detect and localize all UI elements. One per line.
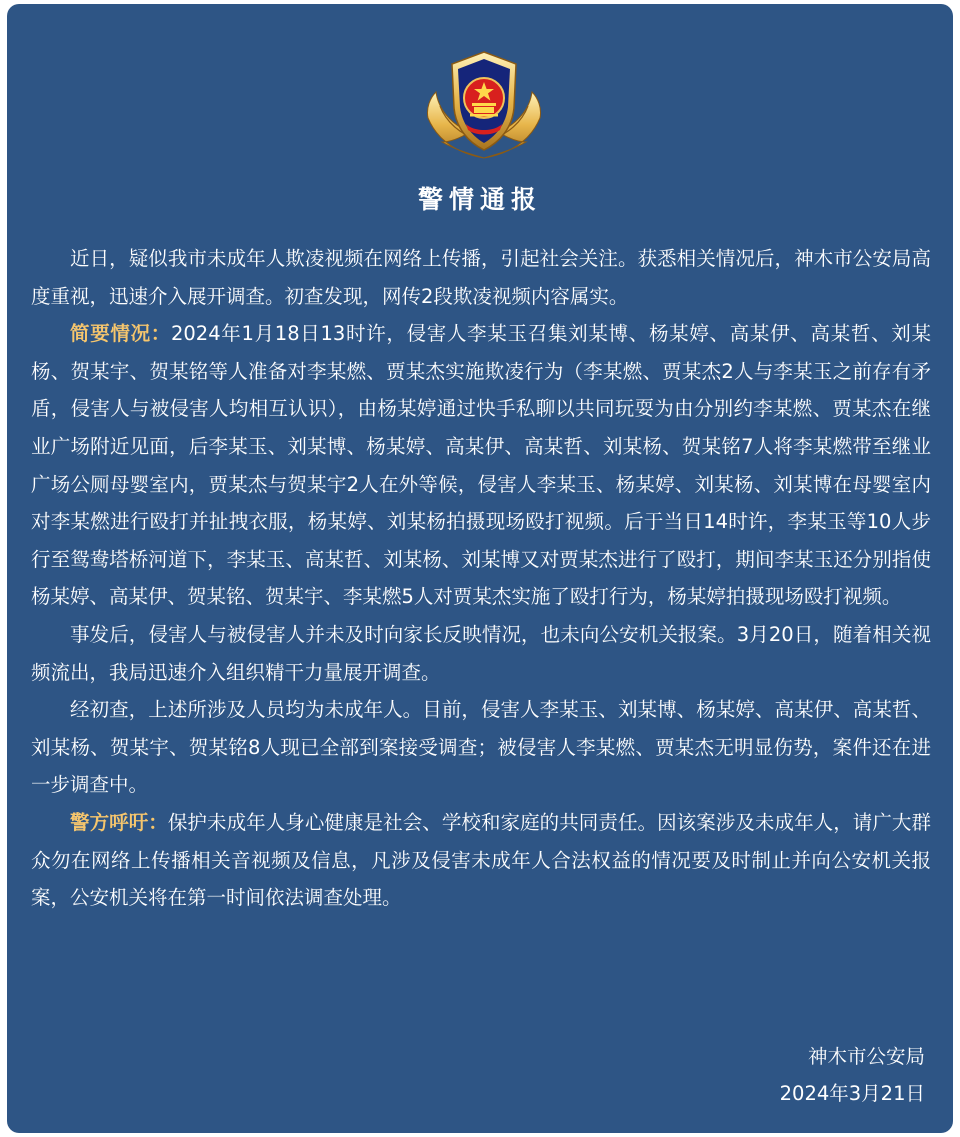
police-emblem-icon [420,46,548,170]
signature-org: 神木市公安局 [807,1045,925,1068]
notice-title: 警情通报 [417,185,542,214]
appeal-text: 保护未成年人身心健康是社会、学校和家庭的共同责任。因该案涉及未成年人，请广大群众勿在网络上传播相关音视频及信息，凡涉及侵害未成年人合法权益的情况要及时制止并向公安机关报案，公安机关将在第一时间依法调查处理。 [31,810,931,910]
paragraph-summary [31,315,931,616]
paragraph-appeal [31,804,931,917]
appeal-label: 警方呼吁： [70,810,168,834]
summary-text: 2024年1月18日13时许，侵害人李某玉召集刘某博、杨某婷、高某伊、高某哲、刘某杨、贺某宇、贺某铭等人准备对李某燃、贾某杰实施欺凌行为（李某燃、贾某杰2人与李某玉之前存有矛盾，侵害人与被侵害人均相互认识），由杨某婷通过快手私聊以共同玩耍为由分别约李某燃、贾某杰在继业广场附近见面，后李某玉、刘某博、杨某婷、高某伊、高某哲、刘某杨、贺某铭7人将李某燃带至继业广场公厕母婴室内，贾某杰与贺某宇2人在外等候，侵害人李某玉、杨某婷、刘某杨、刘某博在母婴室内对李某燃进行殴打并扯拽衣服，杨某婷、刘某杨拍摄现场殴打视频。后于当日14时许，李某玉等10人步行至鸳鸯塔桥河道下，李某玉、高某哲、刘某杨、刘某博又对贾某杰进行了殴打，期间李某玉还分别指使杨某婷、高某伊、贺某铭、贺某宇、李某燃5人对贾某杰实施了殴打行为，杨某婷拍摄现场殴打视频。 [31,322,931,609]
notice-body [31,240,931,917]
paragraph-intro: 近日，疑似我市未成年人欺凌视频在网络上传播，引起社会关注。获悉相关情况后，神木市公安局高度重视，迅速介入展开调查。初查发现，网传2段欺凌视频内容属实。 [31,247,931,308]
paragraph-investigation: 经初查，上述所涉及人员均为未成年人。目前，侵害人李某玉、刘某博、杨某婷、高某伊、高某哲、刘某杨、贺某宇、贺某铭8人现已全部到案接受调查；被侵害人李某燃、贾某杰无明显伤势，案件还在进一步调查中。 [31,698,931,797]
signature-date: 2024年3月21日 [779,1082,925,1105]
summary-label: 简要情况： [70,322,171,346]
notice-card [7,4,953,1133]
signature-block [780,1038,925,1112]
paragraph-aftermath: 事发后，侵害人与被侵害人并未及时向家长反映情况，也未向公安机关报案。3月20日，随着相关视频流出，我局迅速介入组织精干力量展开调查。 [31,622,931,684]
